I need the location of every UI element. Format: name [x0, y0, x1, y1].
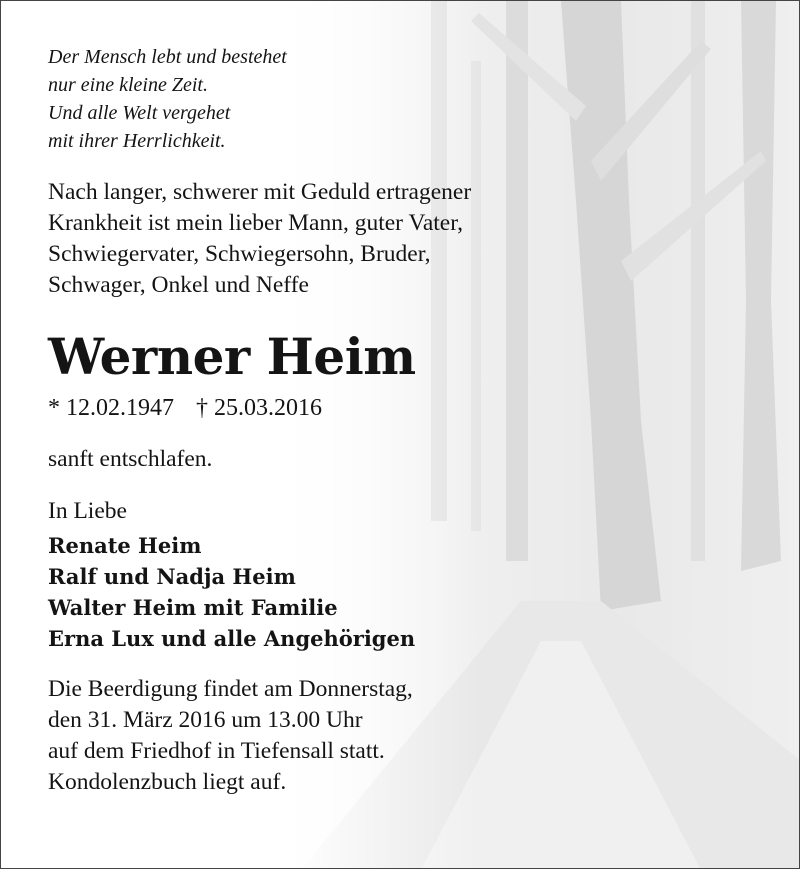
- funeral-line: auf dem Friedhof in Tiefensall statt.: [48, 738, 385, 764]
- funeral-info: [48, 674, 748, 798]
- notice-text: [48, 43, 748, 798]
- mourner: Erna Lux und alle Angehörigen: [48, 626, 416, 651]
- intro-line: Schwiegervater, Schwiegersohn, Bruder,: [48, 241, 431, 267]
- funeral-line: den 31. März 2016 um 13.00 Uhr: [48, 707, 363, 733]
- poem: [48, 43, 748, 155]
- deceased-name: Werner Heim: [48, 327, 416, 386]
- passing-text: sanft entschlafen.: [48, 446, 213, 472]
- mourner: Renate Heim: [48, 533, 202, 558]
- intro-line: Nach langer, schwerer mit Geduld ertragener: [48, 179, 472, 205]
- funeral-line: Kondolenzbuch liegt auf.: [48, 769, 287, 795]
- mourner: Walter Heim mit Familie: [48, 595, 338, 620]
- intro-line: Schwager, Onkel und Neffe: [48, 272, 309, 298]
- poem-line: mit ihrer Herrlichkeit.: [48, 130, 226, 152]
- funeral-line: Die Beerdigung findet am Donnerstag,: [48, 676, 413, 702]
- in-love-label: In Liebe: [48, 498, 127, 524]
- poem-line: nur eine kleine Zeit.: [48, 74, 208, 96]
- intro-paragraph: [48, 177, 748, 301]
- intro-line: Krankheit ist mein lieber Mann, guter Vater,: [48, 210, 463, 236]
- mourner: Ralf und Nadja Heim: [48, 564, 296, 589]
- birth-date: * 12.02.1947: [48, 395, 174, 421]
- death-date: † 25.03.2016: [196, 395, 322, 421]
- poem-line: Und alle Welt vergehet: [48, 102, 231, 124]
- mourners-list: [48, 530, 748, 654]
- poem-line: Der Mensch lebt und bestehet: [48, 46, 287, 68]
- life-dates: [48, 393, 748, 423]
